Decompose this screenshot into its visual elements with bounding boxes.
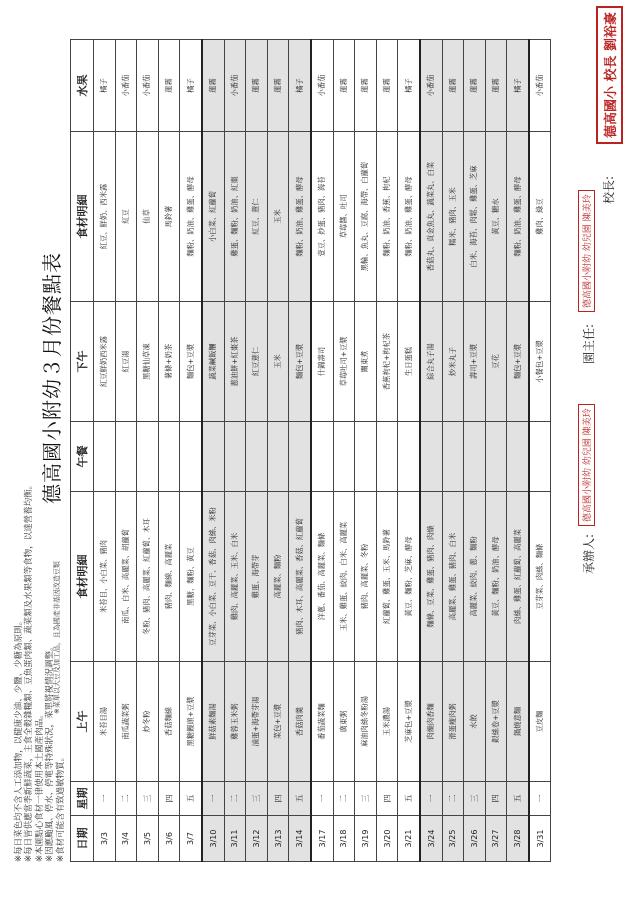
cell-fruit: 小番茄 [137, 40, 159, 132]
cell-day: 二 [224, 782, 246, 816]
page-title: 德高國小附幼３月份餐點表 [40, 252, 64, 504]
cell-pm-snack: 紅豆鮮奶西米露 [94, 302, 116, 422]
cell-pm-ingredients: 白米、海苔、肉鬆、雞蛋、芝麻 [464, 132, 486, 302]
cell-am-ingredients: 黑糖、麵粉、黃豆 [180, 492, 202, 662]
cell-fruit: 小番茄 [420, 40, 442, 132]
table-row [115, 40, 137, 862]
cell-lunch [420, 422, 442, 492]
cell-pm-snack: 玉米 [267, 302, 289, 422]
cell-pm-ingredients: 紅豆、鮮奶、西米露 [94, 132, 116, 302]
cell-lunch [267, 422, 289, 492]
table-row [398, 40, 420, 862]
cell-am-snack: 南瓜蔬菜粥 [115, 662, 137, 782]
table-row [420, 40, 442, 862]
cell-date: 3/5 [137, 816, 159, 862]
cell-fruit: 蓮霧 [267, 40, 289, 132]
cell-lunch [94, 422, 116, 492]
cell-pm-snack: 生日蛋糕 [398, 302, 420, 422]
cell-pm-ingredients: 麵粉、奶油、香蕉、枸杞 [376, 132, 398, 302]
cell-am-snack: 鍋燒意麵 [507, 662, 529, 782]
cell-fruit: 橘子 [94, 40, 116, 132]
cell-am-snack: 芝麻包+豆漿 [398, 662, 420, 782]
cell-pm-snack: 香蕉枸杞+枸杞茶 [376, 302, 398, 422]
cell-am-snack: 番茄蔬菜麵 [311, 662, 333, 782]
cell-am-snack: 米苔目湯 [94, 662, 116, 782]
cell-fruit: 蓮霧 [355, 40, 377, 132]
cell-lunch [137, 422, 159, 492]
cell-pm-snack: 綜合丸子湯 [420, 302, 442, 422]
cell-fruit: 蓮霧 [442, 40, 464, 132]
cell-pm-ingredients: 小白菜、紅蘿蔔 [202, 132, 224, 302]
cell-fruit: 蓮霧 [376, 40, 398, 132]
table-row [289, 40, 311, 862]
cell-pm-ingredients: 雞肉、綠豆 [529, 132, 551, 302]
cell-fruit: 橘子 [180, 40, 202, 132]
cell-pm-ingredients: 糯米、豬肉、玉米 [442, 132, 464, 302]
table-row [158, 40, 180, 862]
cell-fruit: 橘子 [507, 40, 529, 132]
cell-am-ingredients: 豬肉、麵線、高麗菜 [158, 492, 180, 662]
table-row [267, 40, 289, 862]
note-line: ※每日皆供應當季新鮮蔬菜，主食全穀雜糧類、豆魚蛋肉類、蔬菜類及水果類等食物，以達營養均衡。 [24, 480, 35, 862]
cell-day: 五 [507, 782, 529, 816]
table-row [507, 40, 529, 862]
cell-lunch [507, 422, 529, 492]
cell-lunch [398, 422, 420, 492]
cell-am-ingredients: 冬粉、豬肉、高麗菜、紅蘿蔔、木耳 [137, 492, 159, 662]
cell-date: 3/17 [311, 816, 333, 862]
table-row [224, 40, 246, 862]
cell-am-snack: 水餃 [464, 662, 486, 782]
cell-date: 3/31 [529, 816, 551, 862]
cell-pm-snack: 麵包+豆漿 [289, 302, 311, 422]
cell-pm-ingredients: 玉米 [267, 132, 289, 302]
cell-day: 四 [376, 782, 398, 816]
cell-pm-ingredients: 麵粉、奶油、雞蛋、酵母 [398, 132, 420, 302]
soy-note: ※菜單以大豆及加工品，且為國產非基因改造豆類 [53, 561, 61, 714]
header-day: 星期 [71, 782, 94, 816]
cell-am-ingredients: 雞肉、高麗菜、玉米、白米 [224, 492, 246, 662]
cell-day: 三 [246, 782, 268, 816]
cell-am-snack: 黑糖饅頭+豆漿 [180, 662, 202, 782]
cell-lunch [355, 422, 377, 492]
table-header-row [71, 40, 94, 862]
table-row [137, 40, 159, 862]
cell-am-snack: 玉米濃湯 [376, 662, 398, 782]
cell-date: 3/21 [398, 816, 420, 862]
cell-lunch [464, 422, 486, 492]
cell-pm-snack: 麵包+豆漿 [507, 302, 529, 422]
cell-fruit: 小番茄 [311, 40, 333, 132]
cell-am-ingredients: 玉米、雞蛋、絞肉、白米、高麗菜 [333, 492, 355, 662]
cell-pm-snack: 黑糖仙草凍 [137, 302, 159, 422]
note-line: ※每日菜色均不含人工添加物，以健康少油、少鹽、少糖為原則。 [14, 616, 24, 862]
cell-am-ingredients: 高麗菜、麵粉 [267, 492, 289, 662]
cell-day: 三 [137, 782, 159, 816]
table-body [94, 40, 551, 862]
cell-day: 五 [289, 782, 311, 816]
cell-lunch [442, 422, 464, 492]
cell-pm-ingredients: 壹豆、炒蛋、豬肉、海苔 [311, 132, 333, 302]
cell-am-ingredients: 黃豆、麵粉、奶油、酵母 [485, 492, 507, 662]
cell-pm-snack: 關東煮 [355, 302, 377, 422]
director-stamp: 德高國小附幼 幼兒園 陳美玲 [578, 190, 595, 312]
table-row [529, 40, 551, 862]
cell-pm-snack: 草莓吐司+豆漿 [333, 302, 355, 422]
cell-pm-snack: 蔥油餅+紅棗茶 [224, 302, 246, 422]
cell-fruit: 橘子 [289, 40, 311, 132]
cell-fruit: 蓮霧 [202, 40, 224, 132]
cell-day: 三 [355, 782, 377, 816]
cell-am-snack: 廣東粥 [333, 662, 355, 782]
table-row [180, 40, 202, 862]
cell-lunch [115, 422, 137, 492]
cell-pm-ingredients: 麵粉、奶油、雞蛋、酵母 [180, 132, 202, 302]
cell-pm-ingredients: 香菇丸、貢金魚丸、蔬菜丸、白菜 [420, 132, 442, 302]
cell-date: 3/27 [485, 816, 507, 862]
maker-signature-label: 承辦人: [582, 533, 596, 574]
cell-fruit: 蓮霧 [158, 40, 180, 132]
cell-date: 3/19 [355, 816, 377, 862]
cell-am-ingredients: 紅蘿蔔、雞蛋、玉米、馬鈴薯 [376, 492, 398, 662]
cell-am-snack: 肉燥肉香麵 [420, 662, 442, 782]
cell-pm-snack: 小餐包+豆漿 [529, 302, 551, 422]
cell-pm-ingredients: 黑輪、魚丸、豆腐、海帶、白蘿蔔 [355, 132, 377, 302]
cell-pm-ingredients: 麵粉、奶油、雞蛋、酵母 [289, 132, 311, 302]
table-row [376, 40, 398, 862]
cell-pm-snack: 蔬菜鹹飯糰 [202, 302, 224, 422]
cell-am-snack: 滑蛋瘦肉粥 [442, 662, 464, 782]
cell-am-ingredients: 黃豆、麵粉、芝麻、酵母 [398, 492, 420, 662]
note-line: ※食材可能含有致過敏物質。 [55, 752, 66, 862]
director-signature-label: 園主任: [582, 323, 596, 364]
cell-date: 3/12 [246, 816, 268, 862]
cell-fruit: 蓮霧 [333, 40, 355, 132]
cell-pm-snack: 豆花 [485, 302, 507, 422]
table-row [202, 40, 224, 862]
table-row [485, 40, 507, 862]
cell-am-snack: 滷蛋+海帶芽湯 [246, 662, 268, 782]
cell-am-snack: 銀絲卷+豆漿 [485, 662, 507, 782]
note-line: ※因應颱風、停水、停電等特殊狀況，菜單將視情況調整。 [45, 642, 56, 862]
table-row [246, 40, 268, 862]
cell-fruit: 小番茄 [115, 40, 137, 132]
cell-pm-ingredients: 黃豆、糖水 [485, 132, 507, 302]
cell-lunch [333, 422, 355, 492]
cell-pm-snack: 紅豆薏仁 [246, 302, 268, 422]
cell-am-snack: 雞蓉玉米粥 [224, 662, 246, 782]
header-pm: 下午 [71, 302, 94, 422]
cell-am-snack: 香菇肉羹 [289, 662, 311, 782]
menu-table [70, 39, 551, 862]
table-row [442, 40, 464, 862]
note-line: ※本園點心食材一律使用本土國產肉品。 [34, 710, 45, 862]
header-pm-ingredients: 食材明細 [71, 132, 94, 302]
cell-pm-snack: 薯條+奶茶 [158, 302, 180, 422]
cell-day: 四 [485, 782, 507, 816]
cell-am-ingredients: 南瓜、白米、高麗菜、胡蘿蔔 [115, 492, 137, 662]
cell-day: 二 [115, 782, 137, 816]
cell-pm-ingredients: 草莓醬、吐司 [333, 132, 355, 302]
table-row [333, 40, 355, 862]
cell-day: 四 [267, 782, 289, 816]
cell-am-ingredients: 麵條、豆菜、雞蛋、豬肉、肉燥 [420, 492, 442, 662]
cell-date: 3/18 [333, 816, 355, 862]
cell-day: 一 [420, 782, 442, 816]
principal-stamp: 德高國小 校長 劉裕豪 [596, 6, 623, 144]
cell-fruit: 蓮霧 [485, 40, 507, 132]
cell-am-ingredients: 豆芽菜、小白菜、豆干、香菇、肉絲、米粉 [202, 492, 224, 662]
cell-day: 四 [158, 782, 180, 816]
cell-fruit: 橘子 [398, 40, 420, 132]
maker-stamp: 德高國小附幼 幼兒園 陳美玲 [578, 404, 595, 526]
cell-am-ingredients: 米苔目、小白菜、豬肉 [94, 492, 116, 662]
cell-am-snack: 豆皮麵 [529, 662, 551, 782]
cell-lunch [246, 422, 268, 492]
cell-pm-snack: 壽司+豆漿 [464, 302, 486, 422]
cell-am-ingredients: 豆芽菜、肉絲、麵條 [529, 492, 551, 662]
cell-date: 3/28 [507, 816, 529, 862]
cell-pm-ingredients: 紅豆 [115, 132, 137, 302]
cell-day: 五 [180, 782, 202, 816]
cell-date: 3/10 [202, 816, 224, 862]
cell-pm-ingredients: 馬鈴薯 [158, 132, 180, 302]
cell-am-ingredients: 豬肉、高麗菜、冬粉 [355, 492, 377, 662]
header-am-ingredients: 食材明細 [71, 492, 94, 662]
cell-day: 五 [398, 782, 420, 816]
cell-lunch [158, 422, 180, 492]
cell-pm-snack: 什錦壽司 [311, 302, 333, 422]
cell-am-ingredients: 肉絲、雞蛋、紅蘿蔔、高麗菜 [507, 492, 529, 662]
cell-lunch [311, 422, 333, 492]
table-row [464, 40, 486, 862]
cell-am-ingredients: 高麗菜、雞蛋、豬肉、白米 [442, 492, 464, 662]
cell-am-snack: 鮮菇素麵湯 [202, 662, 224, 782]
cell-lunch [289, 422, 311, 492]
cell-date: 3/24 [420, 816, 442, 862]
header-fruit: 水果 [71, 40, 94, 132]
cell-lunch [224, 422, 246, 492]
cell-date: 3/25 [442, 816, 464, 862]
cell-day: 三 [464, 782, 486, 816]
cell-day: 二 [333, 782, 355, 816]
cell-pm-ingredients: 雞蛋、麵粉、奶油、紅棗 [224, 132, 246, 302]
table-row [311, 40, 333, 862]
cell-date: 3/7 [180, 816, 202, 862]
cell-lunch [180, 422, 202, 492]
cell-fruit: 小番茄 [224, 40, 246, 132]
cell-date: 3/11 [224, 816, 246, 862]
cell-date: 3/26 [464, 816, 486, 862]
cell-lunch [202, 422, 224, 492]
cell-pm-ingredients: 仙草 [137, 132, 159, 302]
cell-am-ingredients: 洋蔥、番茄、高麗菜、麵條 [311, 492, 333, 662]
principal-signature-label: 校長: [602, 175, 616, 204]
cell-date: 3/14 [289, 816, 311, 862]
cell-day: 一 [94, 782, 116, 816]
cell-am-ingredients: 雞蛋、海帶芽 [246, 492, 268, 662]
cell-pm-ingredients: 紅豆、薏仁 [246, 132, 268, 302]
table-row [94, 40, 116, 862]
cell-lunch [376, 422, 398, 492]
cell-am-snack: 菜包+豆漿 [267, 662, 289, 782]
cell-am-snack: 麻油肉絲冬粉湯 [355, 662, 377, 782]
header-am: 上午 [71, 662, 94, 782]
cell-fruit: 蓮霧 [246, 40, 268, 132]
cell-date: 3/20 [376, 816, 398, 862]
cell-date: 3/6 [158, 816, 180, 862]
cell-fruit: 小番茄 [529, 40, 551, 132]
cell-date: 3/13 [267, 816, 289, 862]
cell-date: 3/3 [94, 816, 116, 862]
cell-fruit: 蓮霧 [464, 40, 486, 132]
cell-am-ingredients: 高麗菜、絞肉、蔥、麵粉 [464, 492, 486, 662]
cell-day: 一 [202, 782, 224, 816]
header-lunch: 午餐 [71, 422, 94, 492]
cell-am-ingredients: 豬肉、木耳、高麗菜、香菇、紅蘿蔔 [289, 492, 311, 662]
cell-pm-snack: 炒米丸子 [442, 302, 464, 422]
cell-lunch [485, 422, 507, 492]
cell-am-snack: 香菇麵線 [158, 662, 180, 782]
header-date: 日期 [71, 816, 94, 862]
cell-pm-ingredients: 麵粉、奶油、雞蛋、酵母 [507, 132, 529, 302]
cell-am-snack: 炒冬粉 [137, 662, 159, 782]
cell-day: 一 [311, 782, 333, 816]
cell-pm-snack: 紅豆湯 [115, 302, 137, 422]
cell-day: 一 [529, 782, 551, 816]
table-row [355, 40, 377, 862]
cell-date: 3/4 [115, 816, 137, 862]
cell-pm-snack: 麵包+豆漿 [180, 302, 202, 422]
cell-lunch [529, 422, 551, 492]
cell-day: 二 [442, 782, 464, 816]
